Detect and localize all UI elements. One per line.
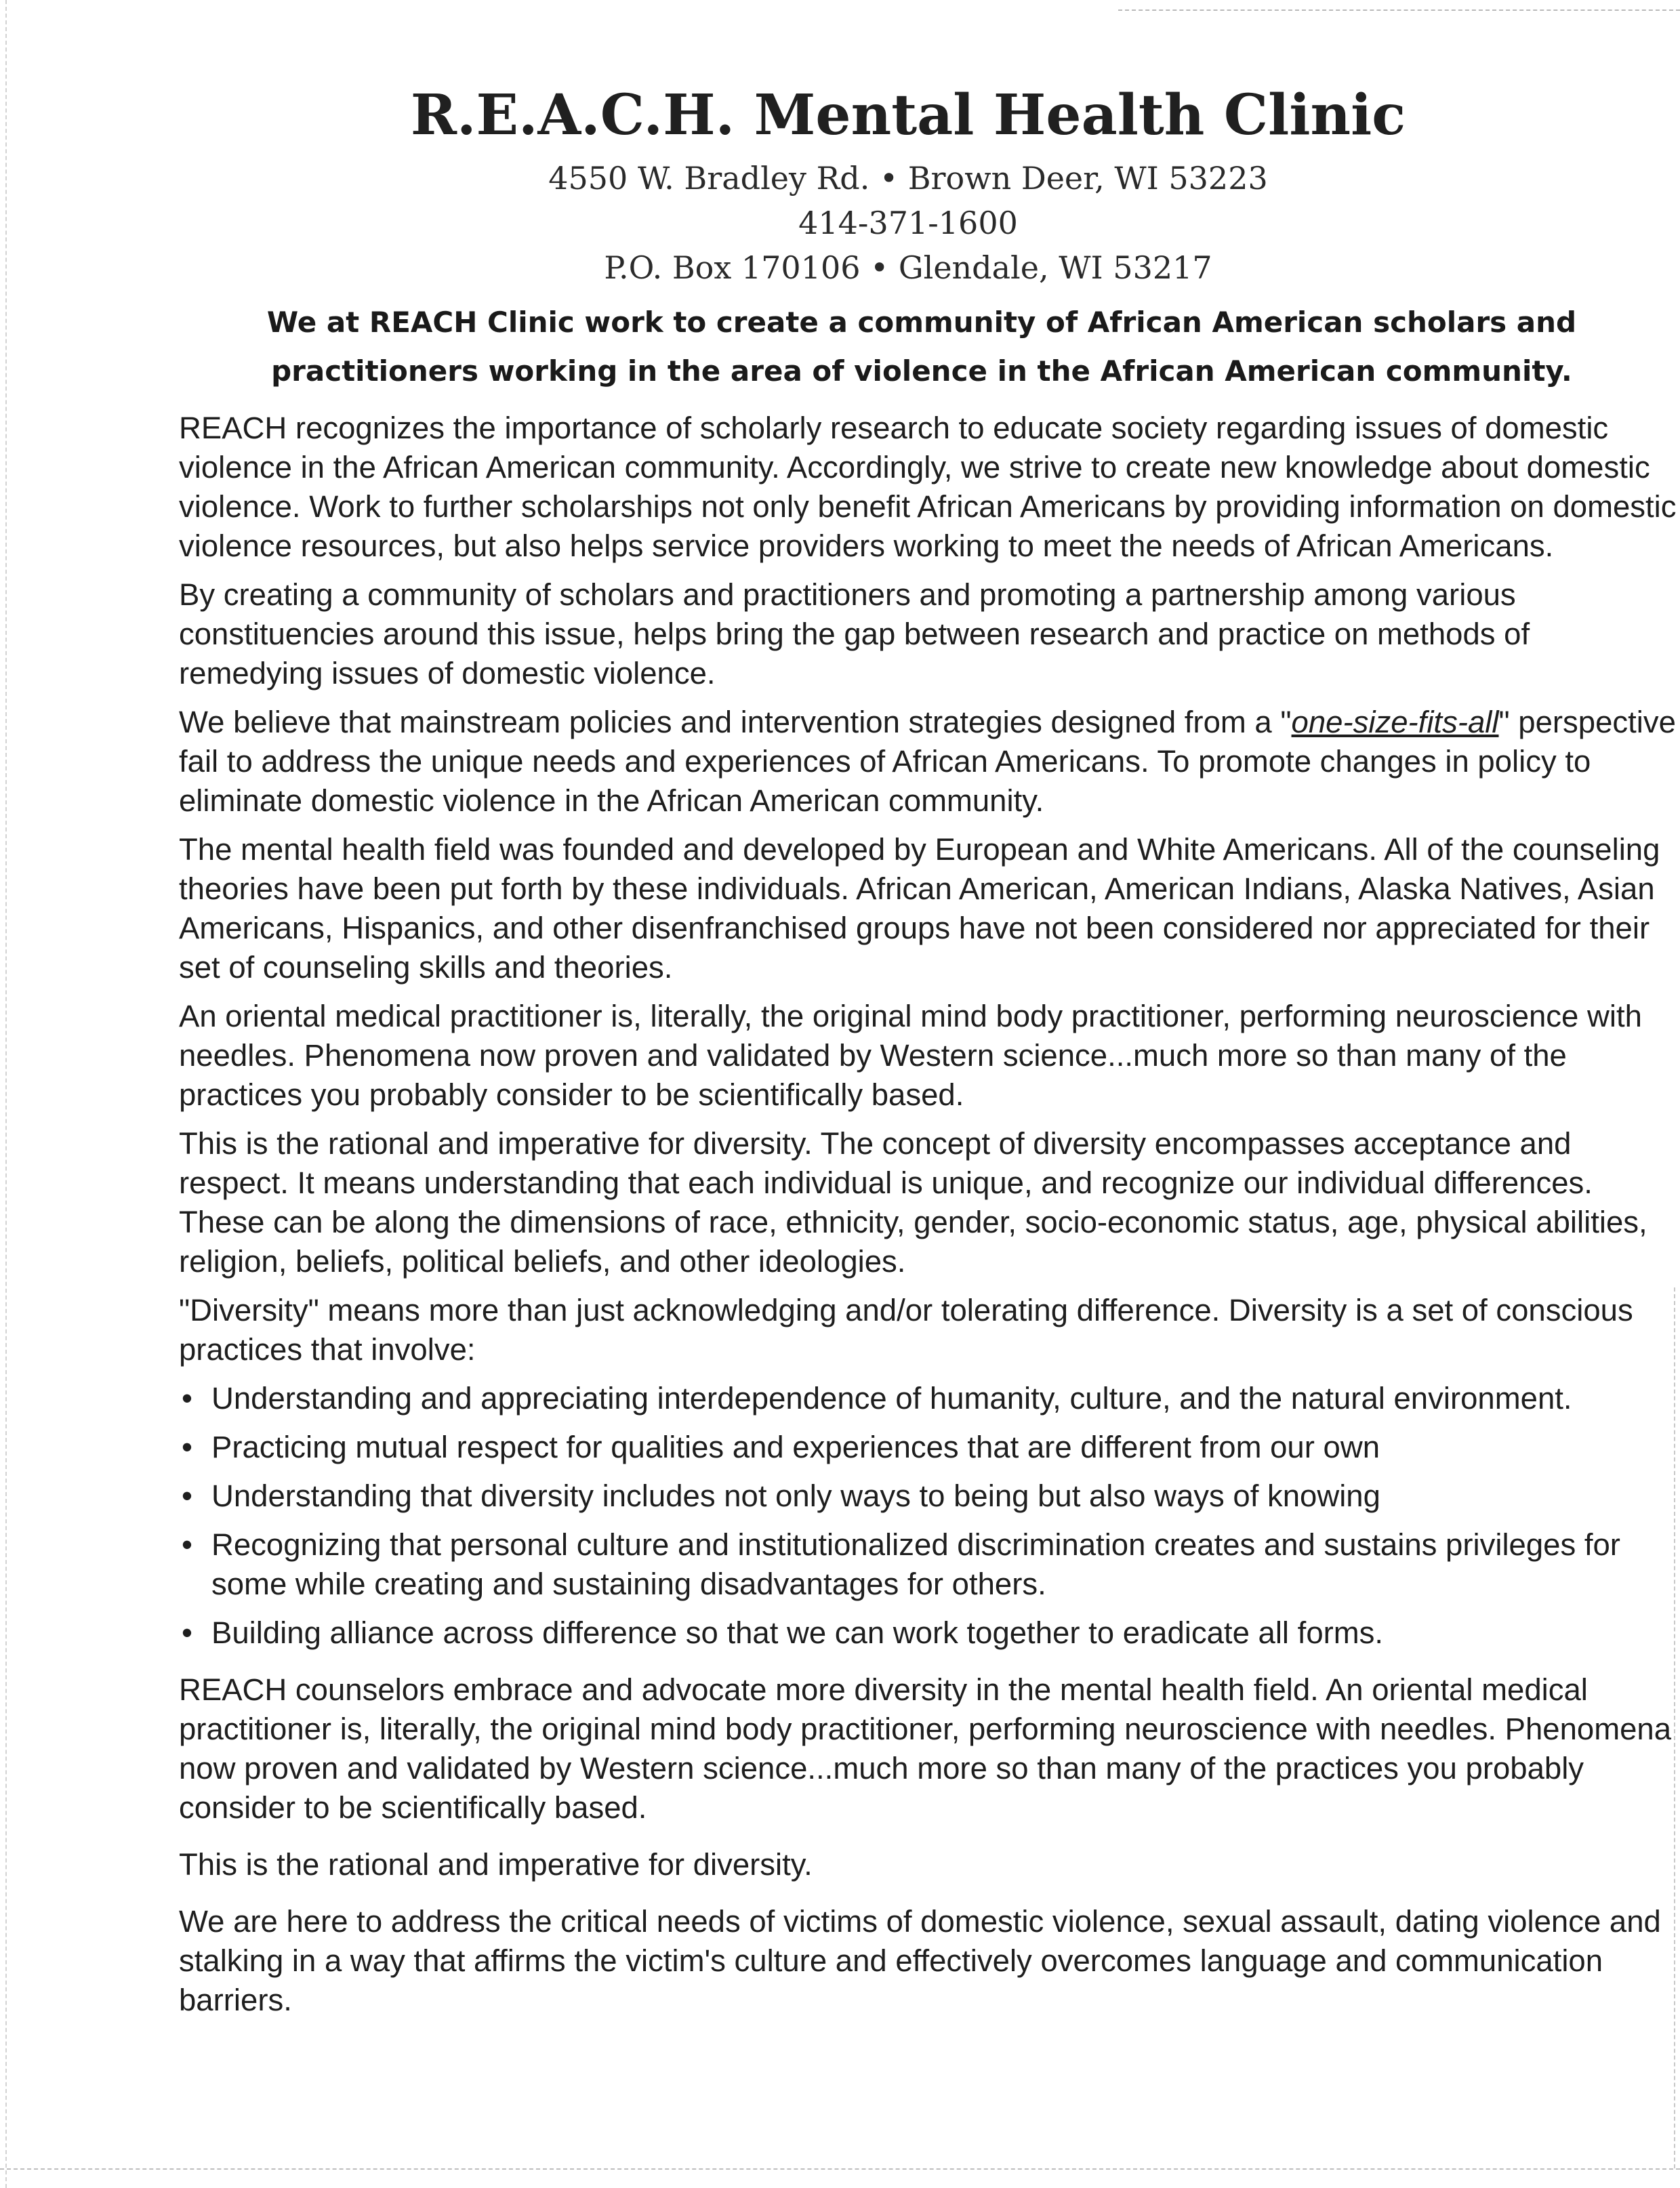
list-item <box>179 1525 1680 1604</box>
paragraph-reach-counselors: REACH counselors embrace and advocate more diversity in the mental health field. An oriental medical practitioner is, literally, the original mind body practitioner, performing neuroscience with needles. Phenomena now proven and validated by Western science...much more so than many of the practices you probably consider to be scientifically based. <box>179 1672 1672 1825</box>
bullet-icon: • <box>182 1381 192 1416</box>
bullet-icon: • <box>182 1430 192 1464</box>
scan-edge-bottom <box>0 2168 1680 2170</box>
list-item-text: Recognizing that personal culture and institutionalized discrimination creates and sustains privileges for some while creating and sustaining disadvantages for others. <box>211 1527 1620 1601</box>
letterhead <box>271 75 1545 290</box>
paragraph-mainstream-policies <box>179 703 1680 821</box>
paragraph-mental-health-field: The mental health field was founded and developed by European and White Americans. All of the counseling theories have been put forth by these individuals. African American, American Indians, Alaska Natives, Asian Americans, Hispanics, and other disenfranchised groups have not been considered nor appreciated for their set of counseling skills and theories. <box>179 832 1660 985</box>
scan-edge-left <box>5 0 7 2188</box>
list-item <box>179 1428 1680 1467</box>
paragraph-imperative: This is the rational and imperative for diversity. <box>179 1847 813 1882</box>
diversity-practices-list <box>179 1379 1680 1653</box>
clinic-name: R.E.A.C.H. Mental Health Clinic <box>410 83 1406 148</box>
paragraph-research: REACH recognizes the importance of scholarly research to educate society regarding issues of domestic violence in the African American community. Accordingly, we strive to create new knowledge about domestic violence. Work to further scholarships not only benefit African Americans by providing information on domestic violence resources, but also helps service providers working to meet the needs of African Americans. <box>179 411 1677 563</box>
one-size-fits-all-emphasis: one-size-fits-all <box>1291 705 1499 739</box>
paragraph-victims-needs: We are here to address the critical needs of victims of domestic violence, sexual assault, dating violence and stalking in a way that affirms the victim's culture and effectively overcomes language and communication barriers. <box>179 1904 1661 2017</box>
street-address: 4550 W. Bradley Rd. • Brown Deer, WI 53223 <box>548 160 1268 197</box>
list-item-text: Understanding and appreciating interdependence of humanity, culture, and the natural environment. <box>211 1381 1572 1416</box>
paragraph-oriental-medicine: An oriental medical practitioner is, literally, the original mind body practitioner, performing neuroscience with needles. Phenomena now proven and validated by Western science...much more so than many of the practices you probably consider to be scientifically based. <box>179 999 1642 1112</box>
phone-number: 414-371-1600 <box>798 205 1018 241</box>
list-item <box>179 1379 1680 1418</box>
paragraph-diversity-rationale: This is the rational and imperative for diversity. The concept of diversity encompasses acceptance and respect. It means understanding that each individual is unique, and recognize our individual differences. These can be along the dimensions of race, ethnicity, gender, socio-economic status, age, physical abilities, religion, beliefs, political beliefs, and other ideologies. <box>179 1126 1647 1279</box>
document-body <box>179 409 1680 2029</box>
scan-edge-top <box>1118 9 1680 11</box>
list-item-text: Building alliance across difference so that we can work together to eradicate all forms. <box>211 1615 1384 1650</box>
paragraph-diversity-definition: "Diversity" means more than just acknowledging and/or tolerating difference. Diversity is a set of conscious practices that involve: <box>179 1293 1633 1367</box>
po-box-address: P.O. Box 170106 • Glendale, WI 53217 <box>604 249 1212 286</box>
paragraph-mainstream-policies-end: " perspective fail to address the unique needs and experiences of African Americans. To promote changes in policy to eliminate domestic violence in the African American community. <box>179 705 1676 818</box>
bullet-icon: • <box>182 1615 192 1650</box>
paragraph-community: By creating a community of scholars and practitioners and promoting a partnership among various constituencies around this issue, helps bring the gap between research and practice on methods of remedying issues of domestic violence. <box>179 577 1530 690</box>
bullet-icon: • <box>182 1479 192 1513</box>
list-item-text: Practicing mutual respect for qualities and experiences that are different from our own <box>211 1430 1380 1464</box>
list-item-text: Understanding that diversity includes not only ways to being but also ways of knowing <box>211 1479 1380 1513</box>
bullet-icon: • <box>182 1527 192 1562</box>
paragraph-mainstream-policies-start: We believe that mainstream policies and intervention strategies designed from a " <box>179 705 1292 739</box>
mission-tagline: We at REACH Clinic work to create a community of African American scholars and practitioners working in the area of violence in the African American community. <box>266 306 1577 388</box>
list-item <box>179 1613 1680 1653</box>
list-item <box>179 1477 1680 1516</box>
